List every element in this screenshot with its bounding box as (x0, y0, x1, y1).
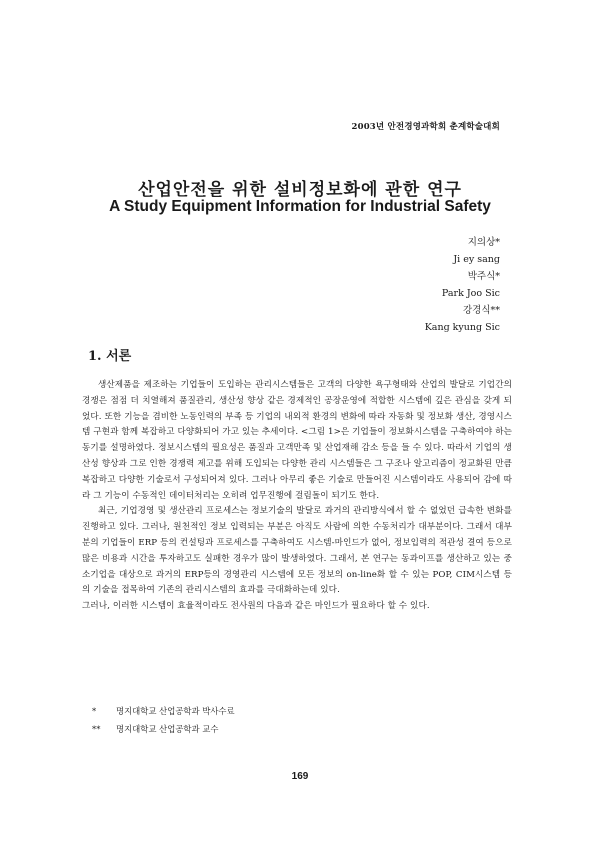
footnote (92, 702, 512, 720)
author-name-en: Park Joo Sic (441, 288, 500, 299)
footnote-mark: ** (92, 724, 101, 734)
author-name-ko: 지의상* (467, 237, 500, 248)
footnotes (92, 702, 512, 738)
paragraph: 최근, 기업경영 및 생산관리 프로세스는 정보기술의 발달로 과거의 관리방식에서 할 수 없었던 급속한 변화를 진행하고 있다. 그러나, 원천적인 정보 입력되는 부분은 아직도 사람에 의한 수동처리가 대부분이다. 그래서 대부분의 기업들이 ERP 등의 컨설팅과 프로세스를 구축하여도 시스템-마인드가 없어, 정보입력의 적관성 결여 등으로 많은 비용과 시간을 투자하고도 실패한 경우가 많이 발생하였다. 그래서, 본 연구는 동과이프를 생산하고 있는 중소기업을 대상으로 과거의 ERP등의 경영관리 시스템에 모든 정보의 on-line화 할 수 있는 POP, CIM시스템 등의 기술을 접목하여 기존의 관리시스템의 효과를 극대화하는데 있다. (82, 506, 512, 596)
author-name-ko: 강경식** (462, 305, 500, 316)
footnote-text: 명지대학교 산업공학과 교수 (116, 724, 219, 734)
footnote (92, 720, 512, 738)
footnote-mark: * (92, 706, 97, 716)
section-heading: 1. 서론 (88, 349, 132, 364)
title-english: A Study Equipment Information for Industrial Safety (109, 198, 491, 215)
paragraph: 그러나, 이러한 시스템이 효율적이라도 전사원의 다음과 같은 마인드가 필요하다 할 수 있다. (82, 601, 430, 612)
conference-header: 2003년 안전경영과학회 춘계학술대회 (351, 122, 500, 132)
footnote-text: 명지대학교 산업공학과 박사수료 (116, 706, 235, 716)
page-number: 169 (291, 771, 309, 782)
author-name-ko: 박주식* (467, 271, 500, 282)
author-name-en: Kang kyung Sic (424, 322, 500, 333)
paragraph: 생산제품을 제조하는 기업들이 도입하는 관리시스템들은 고객의 다양한 욕구형태와 산업의 발달로 기업간의 경쟁은 점점 더 치열해져 품질관리, 생산성 향상 같은 경제적인 공장운영에 적합한 시스템에 깊은 관심을 갖게 되었다. 또한 기능을 겸비한 노동인력의 부족 등 기업의 내외적 환경의 변화에 따라 자동화 및 정보화 생산, 경영시스템 구현과 함께 복잡하고 다양화되어 가고 있는 추세이다. <그림 1>은 기업들이 정보화시스템을 구축하여야 하는 동기를 설명하였다. 정보시스템의 필요성은 품질과 고객만족 및 산업재해 감소 등을 들 수 있다. 따라서 기업의 생산성 향상과 그로 인한 경쟁력 제고를 위해 도입되는 다양한 관리 시스템들은 그 구조나 알고리즘이 정교화된 만큼 복잡하고 다양한 기술로서 구성되어져 있다. 그러나 아무리 좋은 기술로 만들어진 시스템이라도 사용되어 감에 따라 그 기능이 수동적인 데이터처리는 오히려 업무진행에 걸림돌이 되기도 한다. (82, 380, 512, 501)
author-name-en: Ji ey sang (453, 254, 500, 265)
body-text (82, 378, 512, 615)
author-list (300, 234, 500, 336)
title-korean: 산업안전을 위한 설비정보화에 관한 연구 (138, 180, 462, 200)
